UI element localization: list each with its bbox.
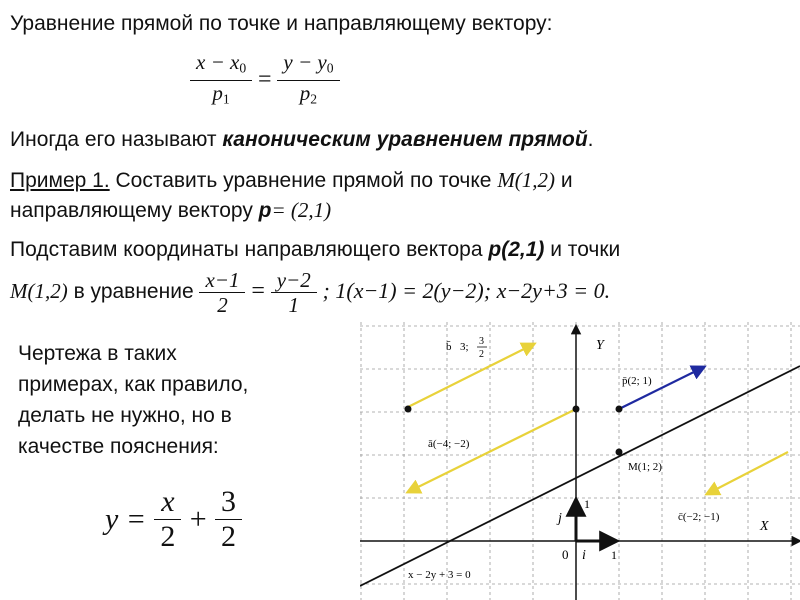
formula-num-right: y − y: [283, 50, 327, 74]
substitute-frac1-num: x−1: [199, 268, 245, 293]
substitute-tail: ; 1(x−1) = 2(y−2); x−2y+3 = 0.: [322, 278, 611, 304]
vector-b: [408, 344, 534, 407]
formula-num-right-sub: 0: [326, 60, 334, 76]
note-line-2: примерах, как правило,: [18, 373, 249, 396]
substitute-line-1: [10, 238, 620, 262]
one-x-label: 1: [611, 548, 617, 562]
substitute-text-b: и точки: [544, 238, 621, 261]
p-label: p̄(2; 1): [622, 375, 652, 387]
example-text3: направляющему вектору: [10, 199, 259, 222]
example-label: Пример 1.: [10, 169, 110, 192]
canonical-bold: каноническим уравнением прямой: [222, 128, 588, 151]
formula-num-left: x − x: [196, 50, 240, 74]
substitute-frac2-den: 1: [288, 293, 299, 317]
final-plus: +: [189, 502, 207, 536]
formula-den-left: p: [212, 81, 223, 106]
c-label: c̄(−2; −1): [678, 511, 720, 523]
canonical-suffix: .: [587, 128, 594, 151]
substitute-frac-1: [199, 268, 245, 317]
b-prefix: b̄: [446, 341, 452, 353]
final-formula: [105, 485, 242, 554]
example-vec-val: = (2,1): [271, 198, 332, 222]
i-label: i: [582, 548, 586, 563]
canonical-prefix: Иногда его называют: [10, 128, 223, 151]
example-point: M(1,2): [497, 168, 556, 192]
formula-equals: =: [257, 66, 272, 93]
canonical-sentence: [10, 128, 594, 152]
substitute-frac1-den: 2: [217, 293, 228, 317]
final-f1-den: 2: [160, 520, 176, 553]
note-line-1: Чертежа в таких: [18, 342, 177, 365]
vector-p: [619, 367, 704, 409]
b-den: 2: [479, 349, 484, 360]
point-m: [616, 449, 623, 456]
formula-den-left-sub: 1: [222, 91, 230, 107]
note-line-4: качестве пояснения:: [18, 435, 219, 458]
a-label: ā(−4; −2): [428, 438, 470, 450]
substitute-line-2: [10, 268, 610, 317]
example-line-1: [10, 168, 573, 193]
example-text2: и: [555, 169, 573, 192]
line-equation-label: x − 2y + 3 = 0: [408, 569, 471, 581]
substitute-text-a: Подставим координаты направляющего вектора: [10, 238, 489, 261]
b-num: 3: [479, 336, 484, 347]
final-frac-1: [154, 485, 181, 554]
j-label: j: [558, 511, 562, 526]
substitute-eq: =: [251, 278, 265, 305]
formula-den-right: p: [299, 81, 311, 106]
final-f2-den: 2: [221, 520, 237, 553]
vector-c: [707, 452, 788, 494]
final-f2-num: 3: [215, 485, 242, 520]
point-b-start: [405, 406, 412, 413]
note-paragraph: [18, 338, 248, 462]
vector-a: [408, 409, 576, 492]
point-p-start: [616, 406, 623, 413]
formula-num-left-sub: 0: [239, 60, 247, 76]
substitute-text: в уравнение: [67, 280, 200, 304]
formula-den-right-sub: 2: [310, 91, 318, 107]
origin-label: 0: [562, 547, 569, 562]
canonical-formula: [190, 50, 340, 112]
final-frac-2: [215, 485, 242, 554]
point-a-start: [573, 406, 580, 413]
example-line-2: [10, 198, 331, 223]
m-label: M(1; 2): [628, 461, 662, 473]
y-axis-label: Y: [596, 338, 604, 353]
example-text1: Составить уравнение прямой по точке: [109, 169, 498, 192]
final-lhs: y =: [105, 502, 147, 536]
note-line-3: делать не нужно, но в: [18, 404, 232, 427]
b-coords: 3;: [460, 341, 469, 353]
x-axis-label: X: [760, 519, 769, 534]
substitute-point: M(1,2): [10, 279, 68, 304]
formula-left-fraction: [190, 50, 252, 112]
substitute-frac2-num: y−2: [271, 268, 317, 293]
example-vec: p: [258, 199, 272, 222]
graph-grid: [360, 322, 800, 600]
final-f1-num: x: [154, 485, 181, 520]
heading: Уравнение прямой по точке и направляющему вектору:: [10, 12, 553, 35]
coordinate-graph: [360, 322, 800, 600]
formula-right-fraction: [277, 50, 339, 112]
substitute-vec: p(2,1): [488, 238, 545, 261]
one-y-label: 1: [584, 497, 590, 511]
substitute-frac-2: [271, 268, 317, 317]
